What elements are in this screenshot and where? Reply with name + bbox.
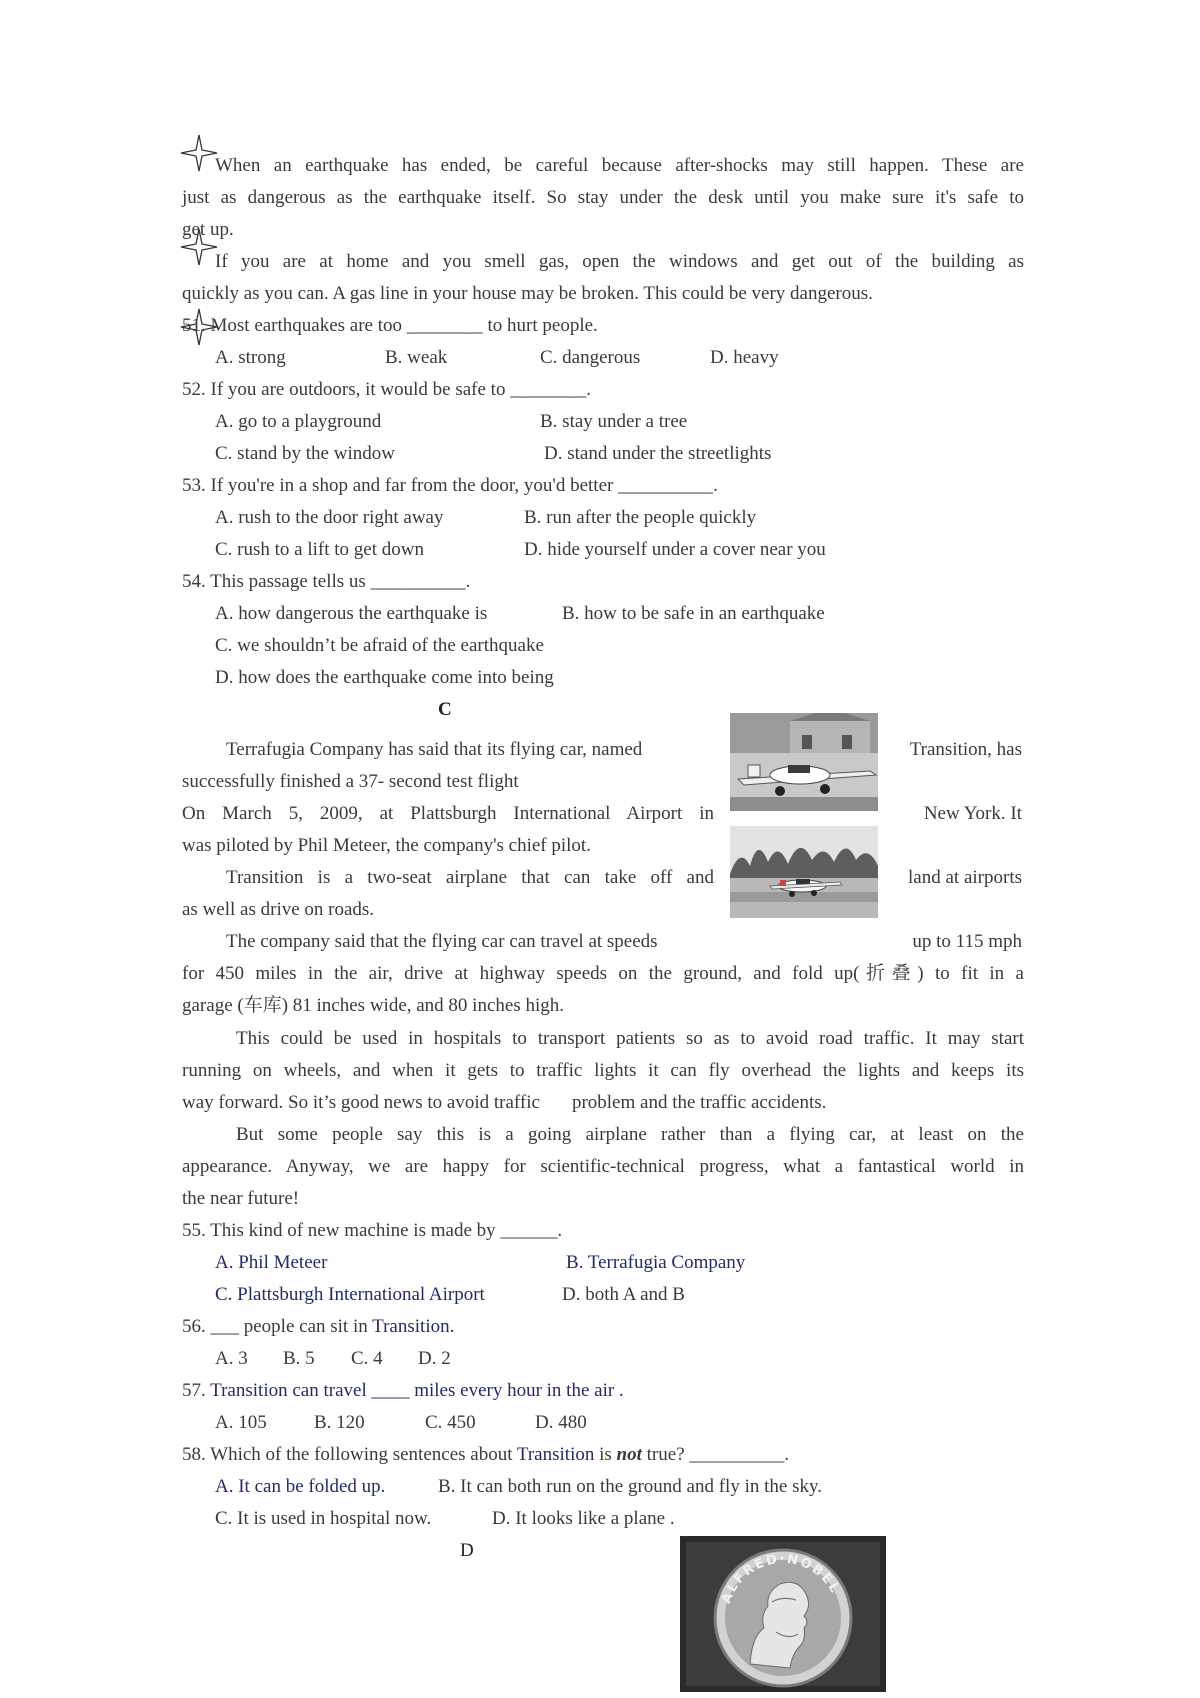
section-c-text: land at airports	[908, 867, 1022, 888]
section-c-text: successfully finished a 37- second test flight	[182, 771, 519, 792]
section-c-paragraph-opinion: appearance. Anyway, we are happy for scientific-technical progress, what a fantastical world in	[182, 1156, 1024, 1177]
q56-option-a[interactable]: A. 3	[215, 1348, 248, 1369]
paragraph-aftershock-line: get up.	[182, 219, 234, 240]
q57-option-c[interactable]: C. 450	[425, 1412, 476, 1433]
question-58-stem	[182, 1440, 1024, 1470]
q58-option-d[interactable]: D. It looks like a plane .	[492, 1508, 675, 1529]
q54-option-d[interactable]: D. how does the earthquake come into being	[215, 667, 554, 688]
q58-not-emphasis: not	[616, 1444, 642, 1465]
q57-stem-text: Transition can travel ____ miles every hour in the air .	[210, 1380, 624, 1401]
q56-option-c[interactable]: C. 4	[351, 1348, 383, 1369]
section-c-paragraph-hospital	[182, 1088, 1024, 1118]
q58-option-a[interactable]: A. It can be folded up.	[215, 1476, 386, 1497]
section-c-text: The company said that the flying car can travel at speeds	[226, 931, 658, 952]
q52-option-d[interactable]: D. stand under the streetlights	[544, 443, 772, 464]
question-56-stem	[182, 1312, 1024, 1342]
section-c-paragraph-opinion: the near future!	[182, 1188, 300, 1209]
question-57-stem	[182, 1376, 1024, 1406]
q57-option-d[interactable]: D. 480	[535, 1412, 587, 1433]
q51-option-d[interactable]: D. heavy	[710, 347, 779, 368]
q58-option-b[interactable]: B. It can both run on the ground and fly in the sky.	[438, 1476, 822, 1497]
q52-option-c[interactable]: C. stand by the window	[215, 443, 395, 464]
q51-option-b[interactable]: B. weak	[385, 347, 448, 368]
hospital-last-line-b: problem and the traffic accidents.	[571, 1092, 827, 1113]
q55-option-a[interactable]: A. Phil Meteer	[215, 1252, 328, 1273]
section-c-text: On March 5, 2009, at Plattsburgh International Airport in	[182, 803, 714, 824]
q58-transition-name: Transition	[516, 1444, 595, 1465]
q58-stem-is: is	[599, 1444, 612, 1465]
section-c-text: Terrafugia Company has said that its flying car, named	[226, 739, 643, 760]
section-c-paragraph-opinion: But some people say this is a going airplane rather than a flying car, at least on the	[236, 1124, 1024, 1145]
q56-transition-name: Transition.	[372, 1316, 455, 1337]
medal-inscription: ALFRED·NOBEL	[719, 1551, 843, 1606]
q55-option-b[interactable]: B. Terrafugia Company	[566, 1252, 746, 1273]
q53-option-c[interactable]: C. rush to a lift to get down	[215, 539, 424, 560]
q56-option-d[interactable]: D. 2	[418, 1348, 451, 1369]
q57-option-b[interactable]: B. 120	[314, 1412, 365, 1433]
section-c-text: garage (车库) 81 inches wide, and 80 inches high.	[182, 995, 565, 1016]
q52-option-b[interactable]: B. stay under a tree	[540, 411, 688, 432]
q58-option-c[interactable]: C. It is used in hospital now.	[215, 1508, 432, 1529]
star-bullet-icon	[180, 134, 218, 172]
q56-stem-text: 56. ___ people can sit in	[182, 1316, 368, 1337]
question-55-stem: 55. This kind of new machine is made by ______.	[182, 1220, 563, 1241]
section-c-paragraph-hospital: This could be used in hospitals to transport patients so as to avoid road traffic. It may start	[236, 1028, 1024, 1049]
q51-option-a[interactable]: A. strong	[215, 347, 286, 368]
paragraph-gas-line: If you are at home and you smell gas, open the windows and get out of the building as	[215, 251, 1024, 272]
section-c-text: up to 115 mph	[912, 931, 1022, 952]
paragraph-aftershock-line: When an earthquake has ended, be careful because after-shocks may still happen. These are	[215, 155, 1024, 176]
hospital-last-line-a: way forward. So it’s good news to avoid traffic	[182, 1092, 540, 1113]
q54-option-a[interactable]: A. how dangerous the earthquake is	[215, 603, 488, 624]
q53-option-a[interactable]: A. rush to the door right away	[215, 507, 444, 528]
q53-option-d[interactable]: D. hide yourself under a cover near you	[524, 539, 826, 560]
q54-option-c[interactable]: C. we shouldn’t be afraid of the earthquake	[215, 635, 544, 656]
section-c-text: was piloted by Phil Meteer, the company's chief pilot.	[182, 835, 591, 856]
paragraph-gas-line: quickly as you can. A gas line in your house may be broken. This could be very dangerous.	[182, 283, 873, 304]
section-c-text: for 450 miles in the air, drive at highway speeds on the ground, and fold up(折叠) to fit in a	[182, 963, 1024, 984]
question-53-stem: 53. If you're in a shop and far from the door, you'd better __________.	[182, 475, 718, 496]
section-c-text: New York. It	[923, 803, 1022, 824]
question-54-stem: 54. This passage tells us __________.	[182, 571, 471, 592]
question-51-stem: 51. Most earthquakes are too ________ to hurt people.	[182, 315, 598, 336]
section-c-text: Transition, has	[909, 739, 1022, 760]
section-c-text: as well as drive on roads.	[182, 899, 375, 920]
q55-option-d[interactable]: D. both A and B	[562, 1284, 685, 1305]
nobel-medal-image	[680, 1536, 886, 1692]
q58-stem-pre: 58. Which of the following sentences about	[182, 1444, 513, 1465]
section-d-heading: D	[460, 1540, 474, 1561]
q51-option-c[interactable]: C. dangerous	[540, 347, 641, 368]
section-c-text: Transition is a two-seat airplane that can take off and	[226, 867, 714, 888]
section-c-heading: C	[438, 699, 452, 720]
paragraph-aftershock-line: just as dangerous as the earthquake itself. So stay under the desk until you make sure it's safe to	[182, 187, 1024, 208]
q58-stem-post: true? __________.	[646, 1444, 790, 1465]
section-c-paragraph-hospital: running on wheels, and when it gets to traffic lights it can fly overhead the lights and keeps its	[182, 1060, 1024, 1081]
q57-number: 57.	[182, 1380, 206, 1401]
question-52-stem: 52. If you are outdoors, it would be safe to ________.	[182, 379, 591, 400]
q54-option-b[interactable]: B. how to be safe in an earthquake	[562, 603, 825, 624]
q56-option-b[interactable]: B. 5	[283, 1348, 315, 1369]
q52-option-a[interactable]: A. go to a playground	[215, 411, 382, 432]
q55-option-c[interactable]: C. Plattsburgh International Airport	[215, 1284, 485, 1305]
q57-option-a[interactable]: A. 105	[215, 1412, 267, 1433]
q53-option-b[interactable]: B. run after the people quickly	[524, 507, 757, 528]
